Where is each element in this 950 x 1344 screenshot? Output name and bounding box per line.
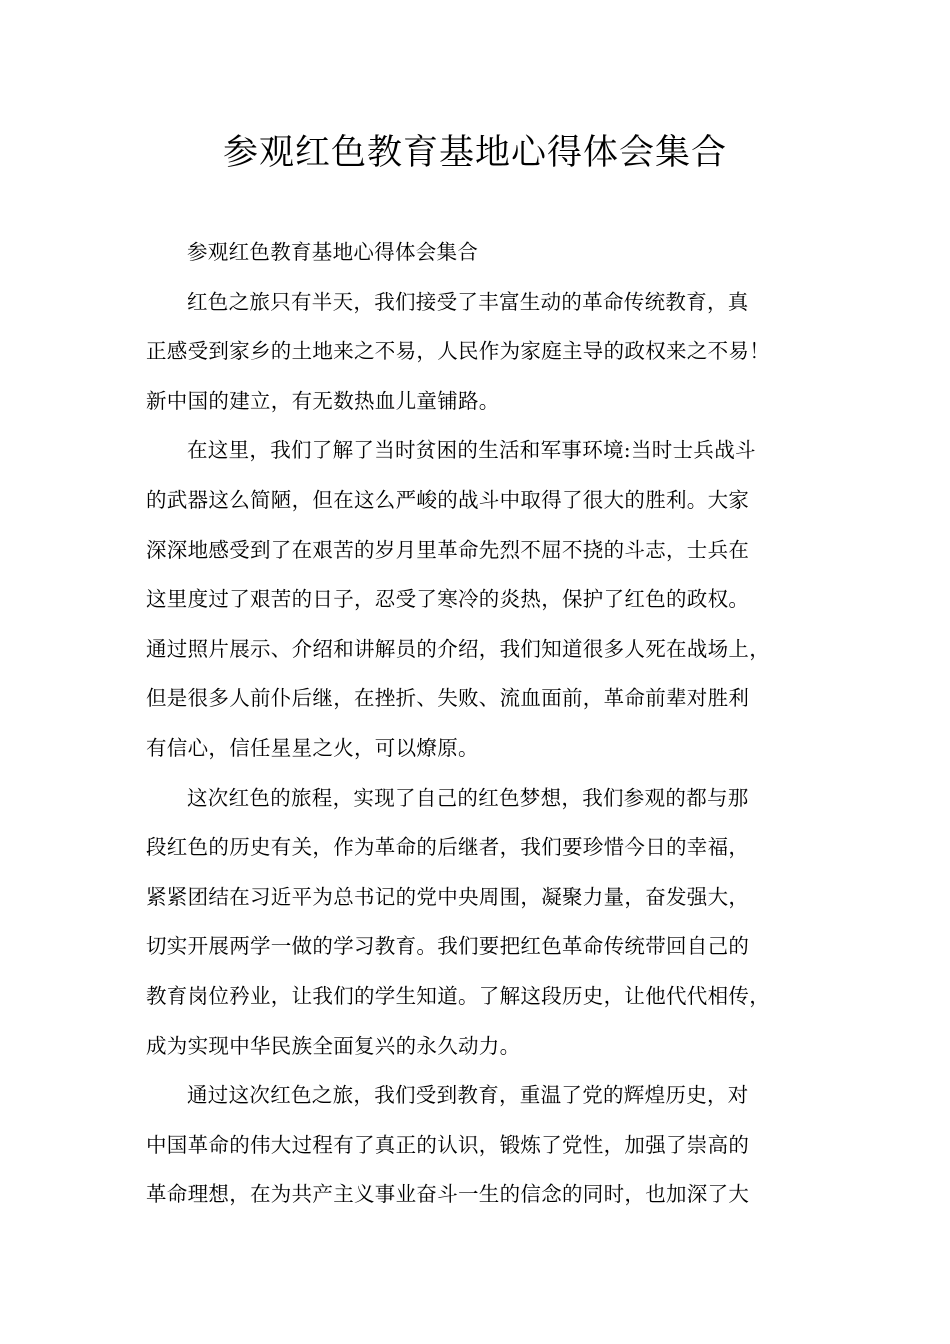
subtitle-paragraph <box>146 228 826 278</box>
paragraph-line: 教育岗位矜业，让我们的学生知道。了解这段历史，让他代代相传， <box>146 983 770 1008</box>
paragraph-line: 在这里，我们了解了当时贫困的生活和军事环境:当时士兵战斗 <box>187 438 756 463</box>
paragraph-line: 中国革命的伟大过程有了真正的认识，锻炼了党性，加强了崇高的 <box>146 1132 750 1157</box>
paragraph-line: 这次红色的旅程，实现了自己的红色梦想，我们参观的都与那 <box>187 785 749 810</box>
paragraph-line: 这里度过了艰苦的日子，忍受了寒冷的炎热，保护了红色的政权。 <box>146 587 750 612</box>
paragraph-line: 有信心，信任星星之火，可以燎原。 <box>146 735 479 760</box>
paragraph-line: 新中国的建立，有无数热血儿童铺路。 <box>146 388 500 413</box>
paragraph-4 <box>146 1071 826 1220</box>
paragraph-line: 的武器这么简陋，但在这么严峻的战斗中取得了很大的胜利。大家 <box>146 487 750 512</box>
paragraph-line: 切实开展两学一做的学习教育。我们要把红色革命传统带回自己的 <box>146 934 750 959</box>
paragraph-line: 正感受到家乡的土地来之不易，人民作为家庭主导的政权来之不易！ <box>146 339 770 364</box>
document-title: 参观红色教育基地心得体会集合 <box>222 133 727 173</box>
paragraph-line: 紧紧团结在习近平为总书记的党中央周围，凝聚力量，奋发强大， <box>146 884 750 909</box>
paragraph-1 <box>146 278 826 427</box>
paragraph-2 <box>146 426 826 773</box>
paragraph-line: 红色之旅只有半天，我们接受了丰富生动的革命传统教育，真 <box>187 289 749 314</box>
paragraph-line: 通过照片展示、介绍和讲解员的介绍，我们知道很多人死在战场上， <box>146 636 770 661</box>
paragraph-line: 深深地感受到了在艰苦的岁月里革命先烈不屈不挠的斗志，士兵在 <box>146 537 750 562</box>
paragraph-line: 成为实现中华民族全面复兴的永久动力。 <box>146 1033 521 1058</box>
paragraph-line: 通过这次红色之旅，我们受到教育，重温了党的辉煌历史，对 <box>187 1083 749 1108</box>
paragraph-3 <box>146 774 826 1072</box>
paragraph-line: 但是很多人前仆后继，在挫折、失败、流血面前，革命前辈对胜利 <box>146 686 750 711</box>
document-body <box>146 228 826 1220</box>
paragraph-line: 段红色的历史有关，作为革命的后继者，我们要珍惜今日的幸福， <box>146 835 750 860</box>
subtitle-line: 参观红色教育基地心得体会集合 <box>187 240 479 264</box>
paragraph-line: 革命理想，在为共产主义事业奋斗一生的信念的同时，也加深了大 <box>146 1182 750 1207</box>
